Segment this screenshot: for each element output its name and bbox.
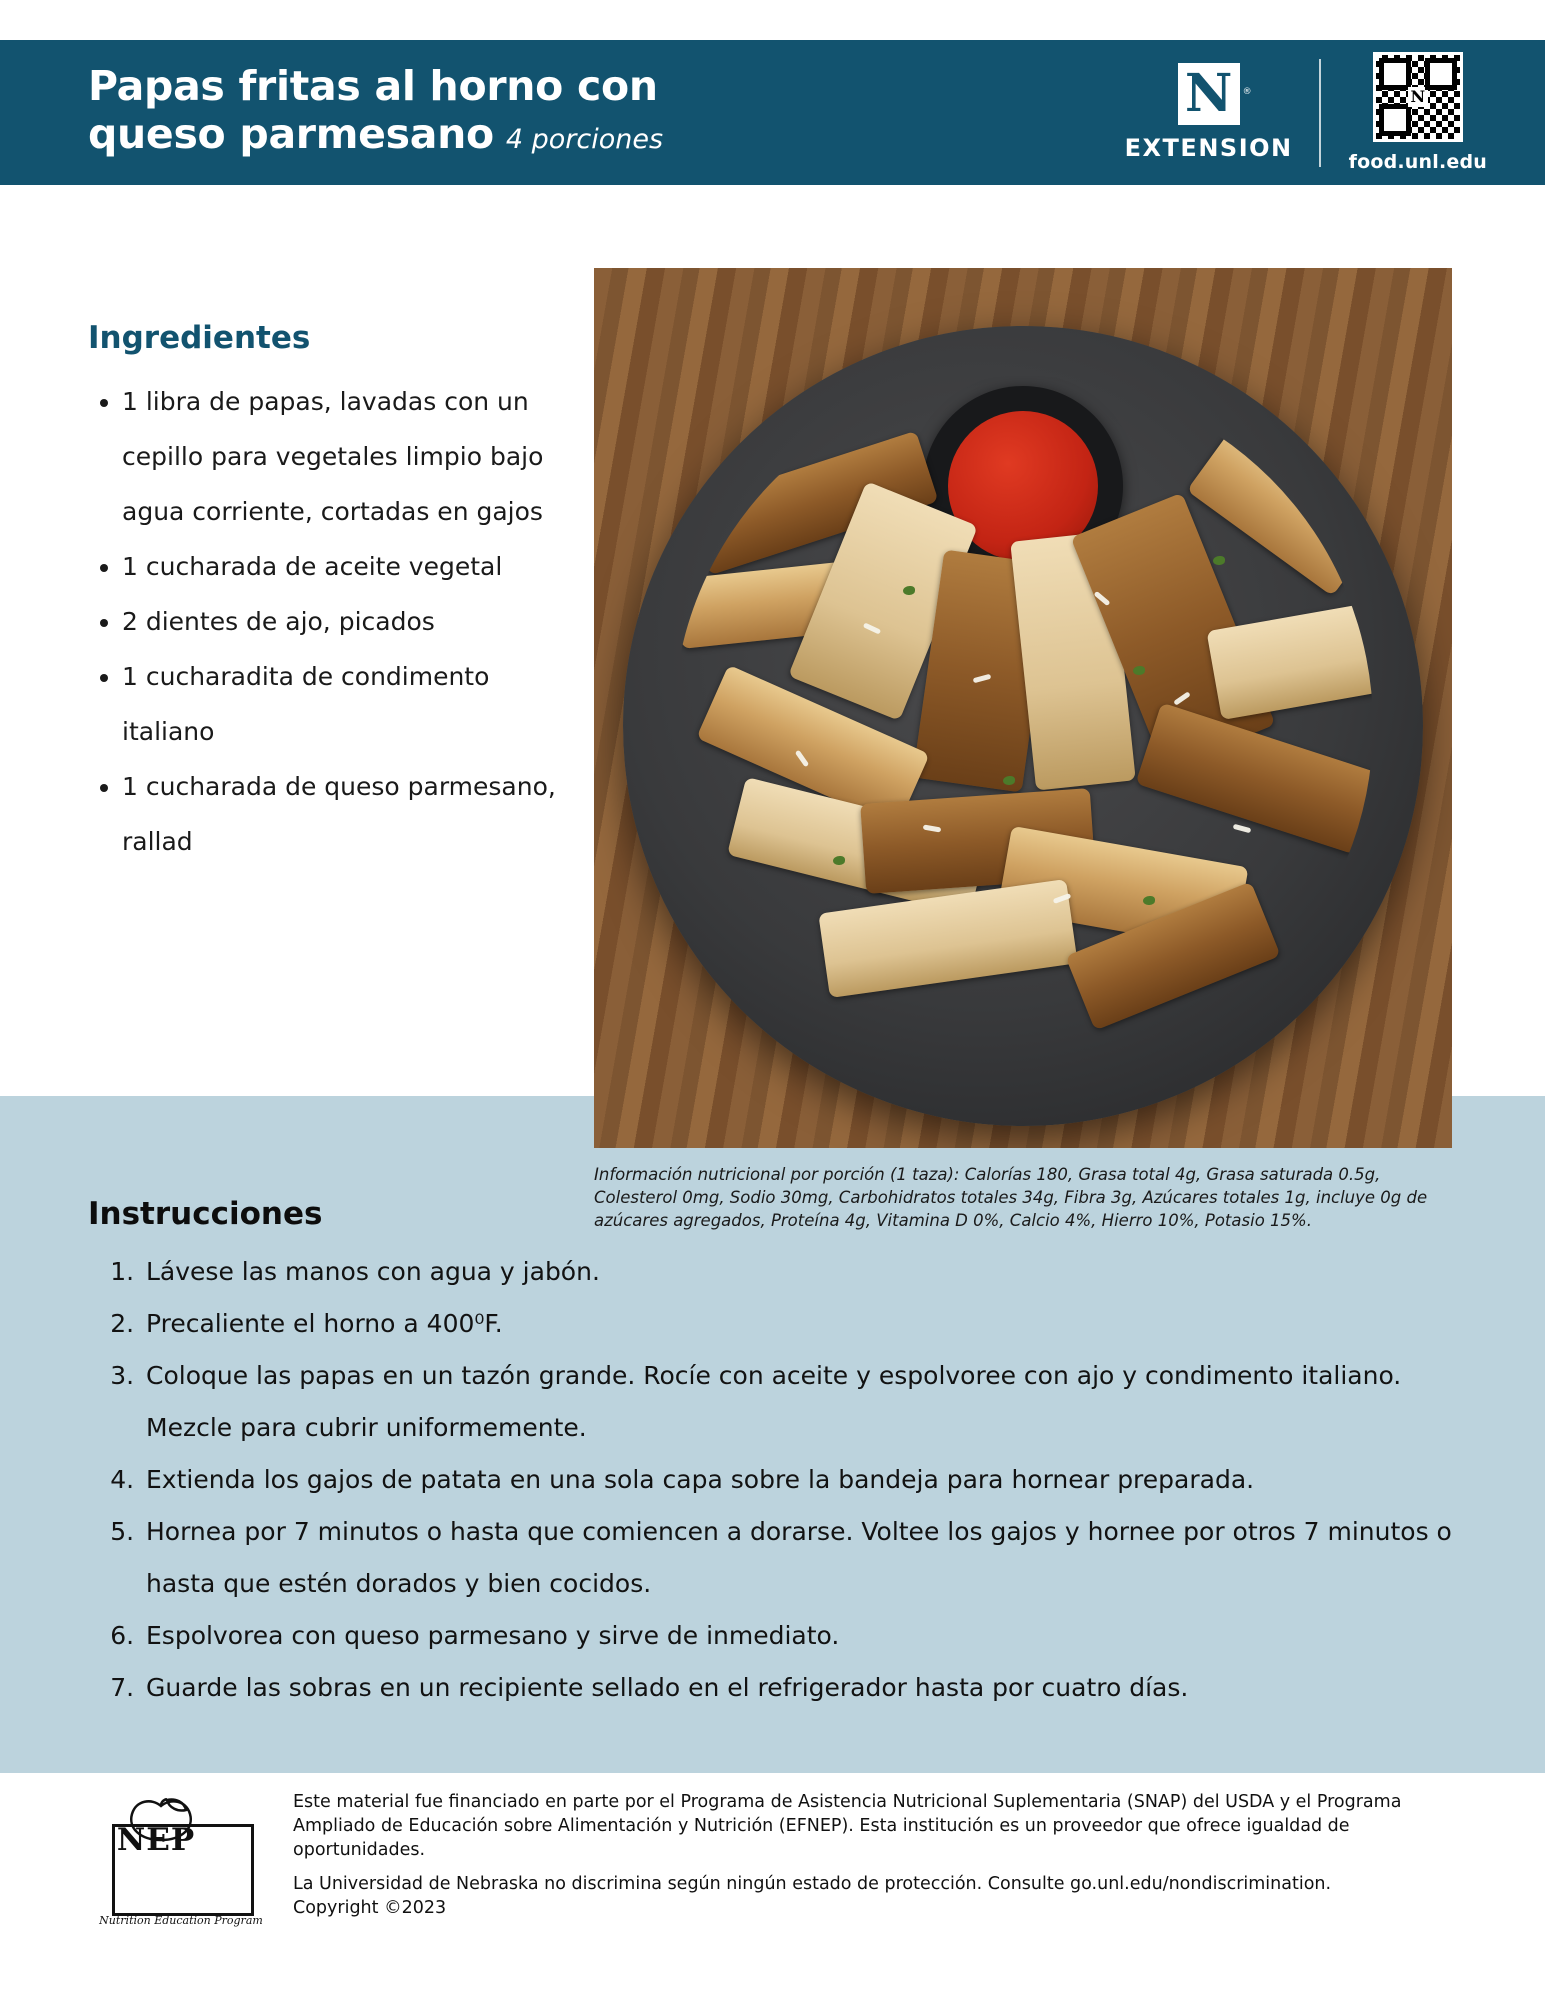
parsley-flake xyxy=(1213,556,1225,565)
list-item: 1. Lávese las manos con agua y jabón. xyxy=(142,1246,1468,1298)
page-title-line2 xyxy=(88,110,1125,164)
parmesan-shred xyxy=(1233,823,1252,832)
parsley-flake xyxy=(1143,896,1155,905)
parsley-flake xyxy=(1133,666,1145,675)
page-header xyxy=(0,40,1545,185)
ingredients-heading: Ingredientes xyxy=(88,320,311,356)
qr-block[interactable] xyxy=(1321,52,1487,173)
parsley-flake xyxy=(1003,776,1015,785)
instructions-section xyxy=(88,1196,1468,1714)
nutrition-info: Información nutricional por porción (1 taza): Calorías 180, Grasa total 4g, Grasa saturada 0.5g, Colesterol 0mg, Sodio 30mg, Carbohidratos totales 34g, Fibra 3g, Azúcares totales 1g, incluye 0g de azúcares agregados, Proteína 4g, Vitamina D 0%, Calcio 4%, Hierro 10%, Potasio 15%. xyxy=(594,1165,1428,1230)
parsley-flake xyxy=(833,856,845,865)
footer-disclaimer xyxy=(293,1790,1413,1920)
potato-wedges-group xyxy=(673,376,1373,1076)
ingredients-list xyxy=(88,374,558,869)
list-item: • 1 cucharada de queso parmesano, rallad xyxy=(122,759,558,869)
nep-subtitle: Nutrition Education Program xyxy=(99,1914,263,1927)
list-item: 2. Precaliente el horno a 400⁰F. xyxy=(142,1298,1468,1350)
footer-paragraph-2: La Universidad de Nebraska no discrimina según ningún estado de protección. Consulte go.unl.edu/nondiscrimination. Copyright ©2023 xyxy=(293,1874,1332,1918)
qr-url-label: food.unl.edu xyxy=(1348,151,1487,173)
header-title-block xyxy=(88,62,1125,164)
page-footer xyxy=(88,1790,1468,1935)
nebraska-n-icon xyxy=(1178,63,1252,125)
trademark-mark: ® xyxy=(1242,87,1252,97)
page-title-line1: Papas fritas al horno con xyxy=(88,61,658,110)
recipe-photo xyxy=(594,268,1452,1148)
list-item: 3. Coloque las papas en un tazón grande. Rocíe con aceite y espolvoree con ajo y condimento italiano. Mezcle para cubrir uniformemente. xyxy=(142,1350,1468,1454)
potato-wedge xyxy=(818,879,1077,998)
unl-extension-logo xyxy=(1125,63,1319,162)
n-letter: N xyxy=(1184,63,1233,124)
footer-paragraph-1: Este material fue financiado en parte por el Programa de Asistencia Nutricional Suplementaria (SNAP) del USDA y el Programa Ampliado de Educación sobre Alimentación y Nutrición (EFNEP). Esta institución es un proveedor que ofrece igualdad de oportunidades. xyxy=(293,1792,1402,1860)
page-title-line2-text: queso parmesano xyxy=(88,109,494,158)
list-item: • 1 cucharadita de condimento italiano xyxy=(122,649,558,759)
parsley-flake xyxy=(903,586,915,595)
header-branding xyxy=(1125,53,1487,173)
list-item: • 2 dientes de ajo, picados xyxy=(122,594,558,649)
servings-label: 4 porciones xyxy=(505,123,664,155)
instructions-list xyxy=(88,1246,1468,1714)
list-item: • 1 cucharada de aceite vegetal xyxy=(122,539,558,594)
list-item: 4. Extienda los gajos de patata en una sola capa sobre la bandeja para hornear preparada. xyxy=(142,1454,1468,1506)
list-item: • 1 libra de papas, lavadas con un cepillo para vegetales limpio bajo agua corriente, cortadas en gajos xyxy=(122,374,558,539)
instructions-heading: Instrucciones xyxy=(88,1196,323,1232)
list-item: 7. Guarde las sobras en un recipiente sellado en el refrigerador hasta por cuatro días. xyxy=(142,1662,1468,1714)
qr-center-letter: N xyxy=(1408,87,1428,107)
list-item: 6. Espolvorea con queso parmesano y sirve de inmediato. xyxy=(142,1610,1468,1662)
extension-wordmark: EXTENSION xyxy=(1124,134,1293,162)
qr-code-icon[interactable] xyxy=(1373,52,1463,142)
qr-finder-bottom-left xyxy=(1379,104,1411,136)
nep-acronym: NEP xyxy=(116,1822,196,1858)
list-item: 5. Hornea por 7 minutos o hasta que comiencen a dorarse. Voltee los gajos y hornee por otros 7 minutos o hasta que estén dorados y bien cocidos. xyxy=(142,1506,1468,1610)
nep-logo xyxy=(88,1790,273,1935)
ingredients-section xyxy=(88,320,558,869)
